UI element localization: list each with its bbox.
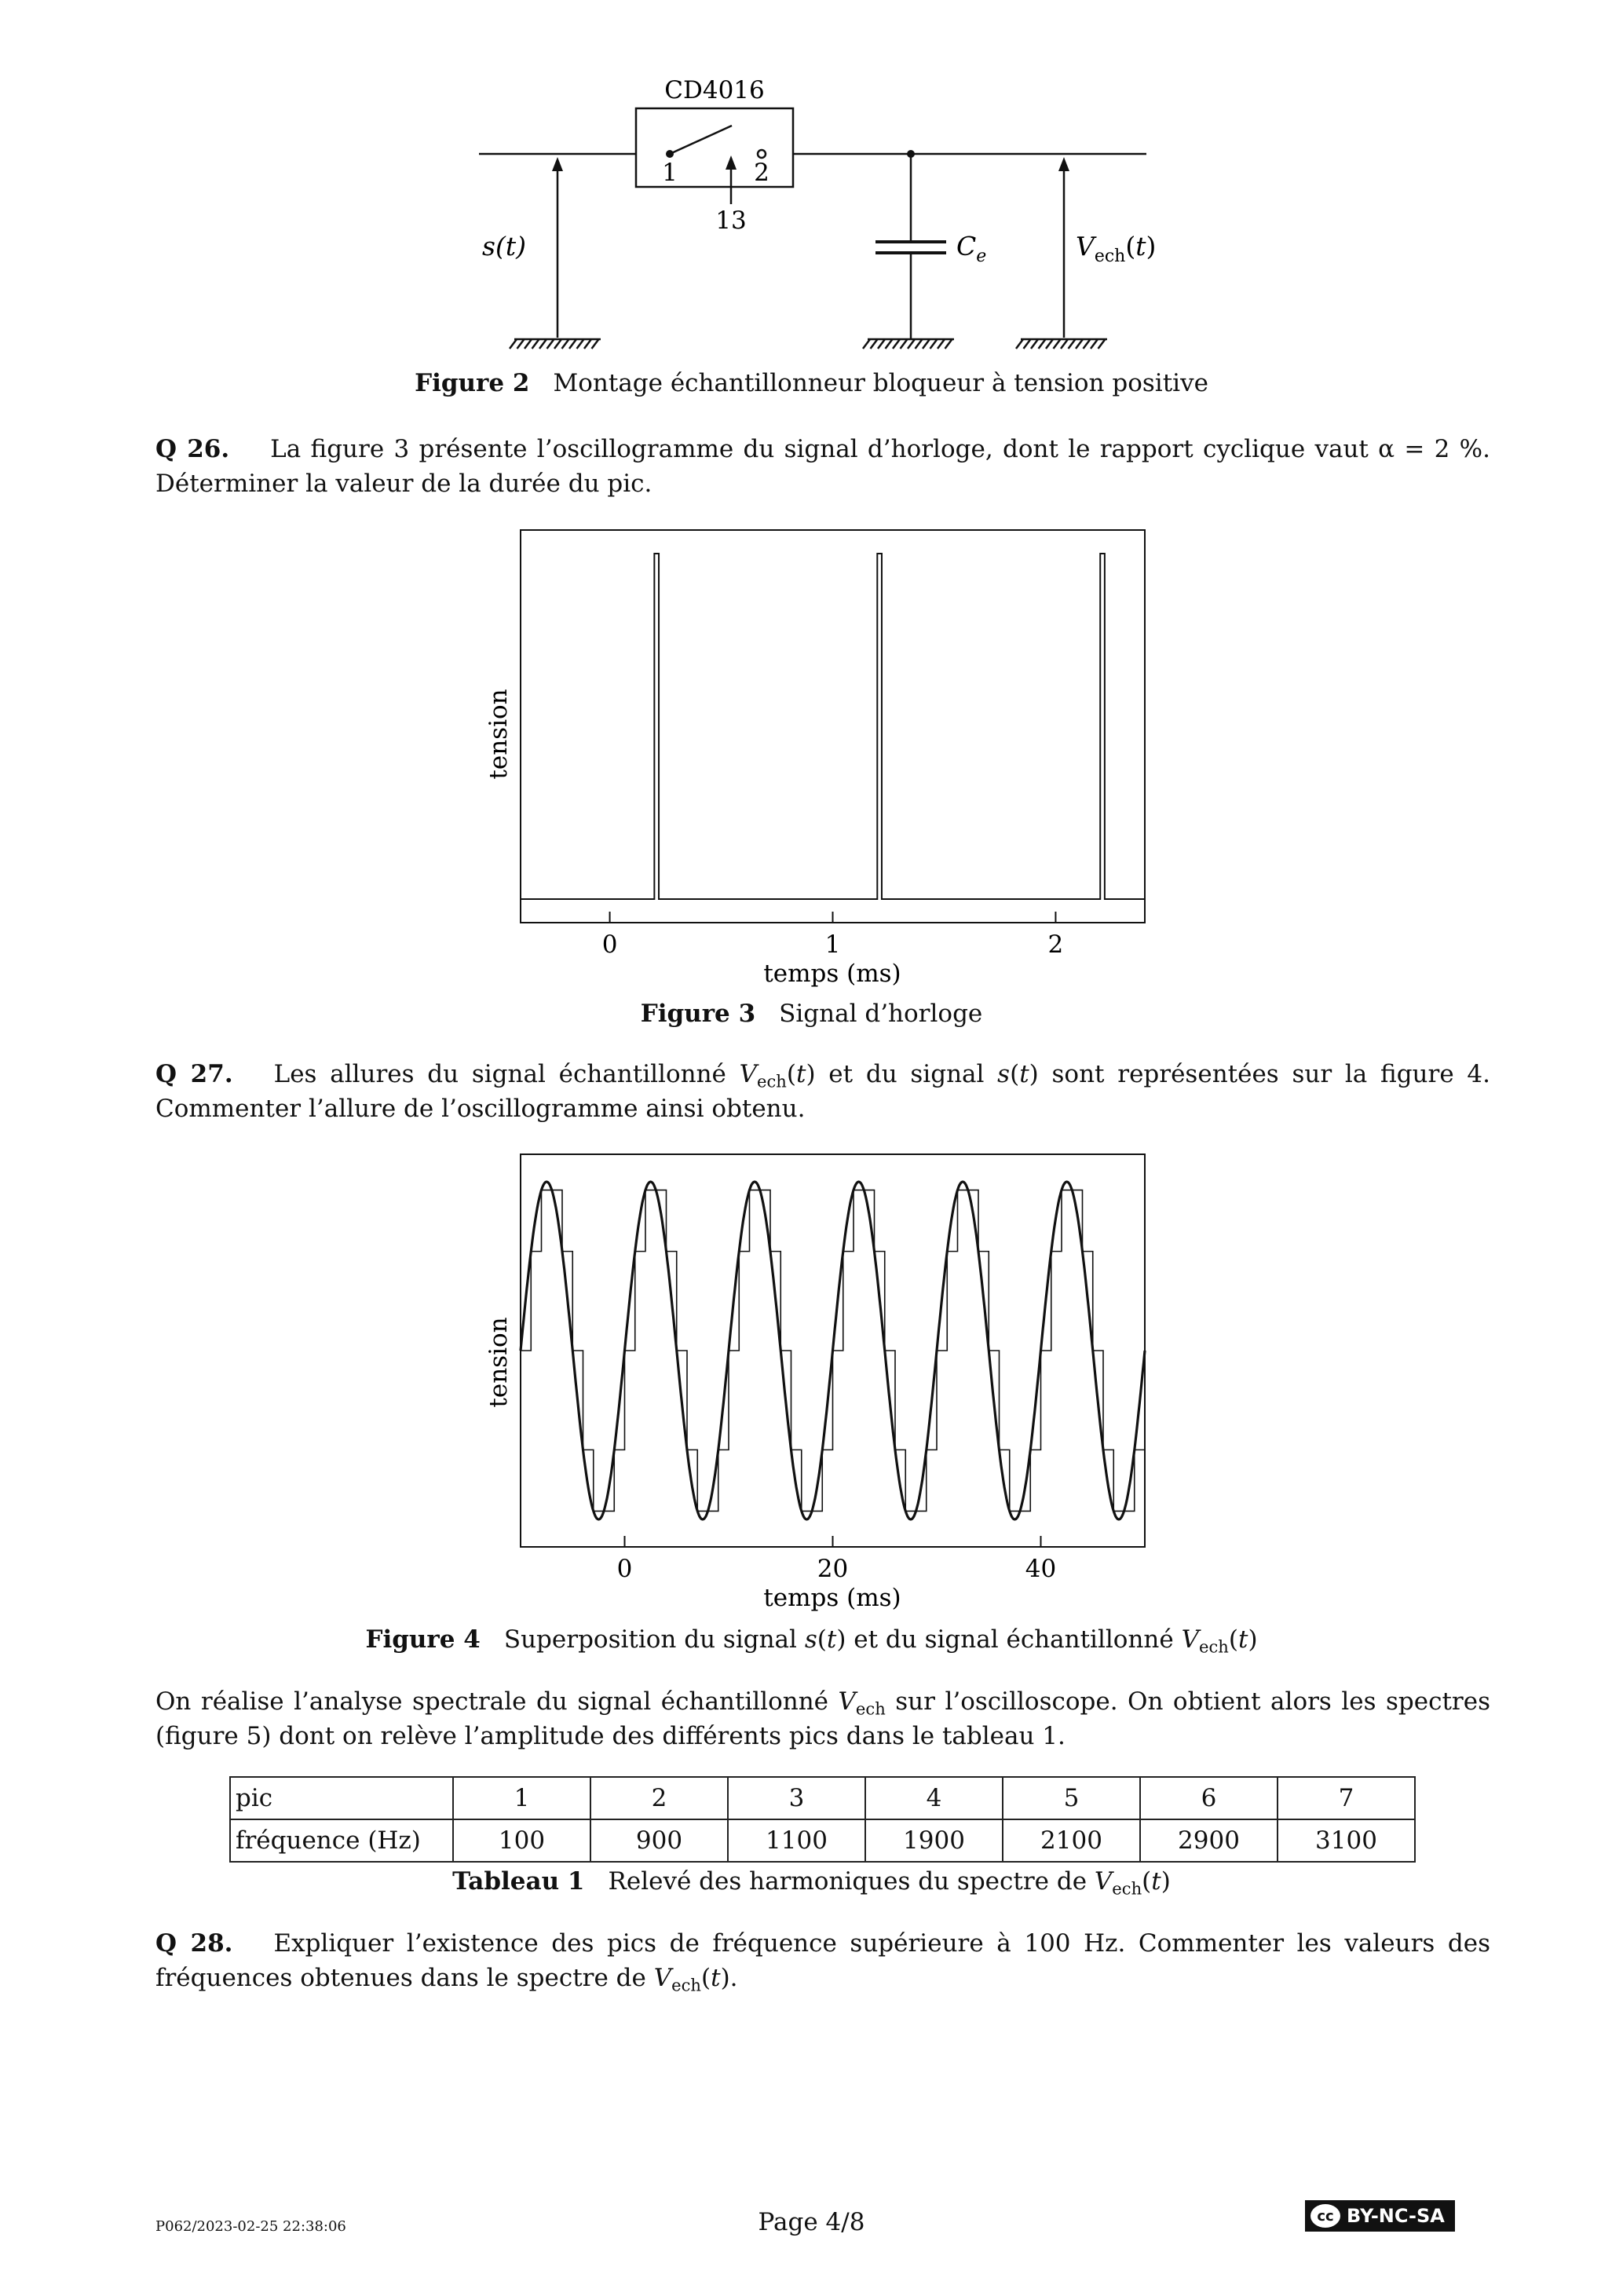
question-28: Q 28. Expliquer l’existence des pics de fréquence supérieure à 100 Hz. Commenter les valeurs des fréquences obtenues dans le spectre de $V_{ech}(t)$. <box>155 1929 1490 1995</box>
question-27: Q 27. Les allures du signal échantillonné $V_{ech}(t)$ et du signal s(t) sont représentées sur la figure 4. Commenter l’allure de l’oscillogramme ainsi obtenu. <box>155 1060 1490 1123</box>
table-cell: 3 <box>728 1777 865 1819</box>
pin-1-label: 1 <box>662 159 678 187</box>
ground-symbol <box>510 339 601 349</box>
table-cell: 900 <box>590 1819 728 1862</box>
table-cell: 6 <box>1140 1777 1278 1819</box>
fig4-ylabel: tension <box>484 1317 513 1408</box>
table-cell: 1 <box>453 1777 590 1819</box>
fig3-ylabel: tension <box>484 689 513 780</box>
table-row <box>230 1819 1415 1862</box>
x-tick-label: 2 <box>1047 930 1064 959</box>
clock-signal-line <box>521 554 1145 899</box>
x-tick-label: 40 <box>1025 1555 1057 1583</box>
s-arrow <box>552 157 563 171</box>
table-cell: 1100 <box>728 1819 865 1862</box>
x-tick-label: 20 <box>817 1555 849 1583</box>
figure2-caption: Figure 2 Montage échantillonneur bloqueur à tension positive <box>415 369 1208 397</box>
page-number: Page 4/8 <box>758 2208 865 2236</box>
table-cell: 4 <box>865 1777 1003 1819</box>
table-cell: pic <box>230 1777 453 1819</box>
table-cell: 7 <box>1278 1777 1415 1819</box>
fig4-xlabel: temps (ms) <box>763 1584 901 1612</box>
figure4-caption: Figure 4 Superposition du signal s(t) et du signal échantillonné $V_{ech}(t)$ <box>365 1625 1258 1657</box>
question-26: Q 26. La figure 3 présente l’oscillogramme du signal d’horloge, dont le rapport cyclique vaut α = 2 %. Déterminer la valeur de la durée du pic. <box>155 435 1490 498</box>
ground-symbol <box>510 339 1107 349</box>
x-tick-label: 1 <box>824 930 841 959</box>
fig3-frame <box>521 530 1145 923</box>
figure3-caption: Figure 3 Signal d’horloge <box>640 1000 983 1028</box>
table-cell: 2900 <box>1140 1819 1278 1862</box>
figure2-circuit <box>440 63 1193 408</box>
label-s: s(t) <box>482 231 526 261</box>
figure3-chart <box>471 526 1178 997</box>
chip-label: CD4016 <box>664 76 765 104</box>
table-cell: 2 <box>590 1777 728 1819</box>
table-cell: 100 <box>453 1819 590 1862</box>
pin-13-label: 13 <box>715 207 747 235</box>
switch-pin-2 <box>758 150 766 158</box>
table-cell: 1900 <box>865 1819 1003 1862</box>
label-ce: $C_e$ <box>956 231 987 266</box>
signal-vech-line <box>521 1190 1145 1512</box>
ground-symbol <box>863 339 954 349</box>
x-tick-label: 0 <box>616 1555 633 1583</box>
label-vech: $V_{ech}(t)$ <box>1076 231 1157 266</box>
analysis-paragraph: On réalise l’analyse spectrale du signal échantillonné $V_{ech}$ sur l’oscilloscope. On obtient alors les spectres (figure 5) dont on relève l’amplitude des différents pics dans le tableau 1. <box>155 1687 1490 1750</box>
ground-symbol <box>1016 339 1107 349</box>
cd4016-chip <box>636 108 793 187</box>
license-badge[interactable]: cc BY-NC-SA <box>1305 2200 1455 2232</box>
harmonics-table <box>229 1776 1416 1863</box>
figure4-chart <box>471 1150 1178 1621</box>
footer-id: P062/2023-02-25 22:38:06 <box>155 2218 346 2235</box>
table-cell: 2100 <box>1003 1819 1140 1862</box>
switch-blade <box>670 126 732 154</box>
table-cell: 3100 <box>1278 1819 1415 1862</box>
table-row <box>230 1777 1415 1819</box>
x-tick-label: 0 <box>601 930 618 959</box>
pin-2-label: 2 <box>754 159 769 187</box>
table-cell: 5 <box>1003 1777 1140 1819</box>
table-cell: fréquence (Hz) <box>230 1819 453 1862</box>
fig3-xlabel: temps (ms) <box>763 960 901 988</box>
table1-caption: Tableau 1 Relevé des harmoniques du spectre de $V_{ech}(t)$ <box>452 1867 1171 1899</box>
cc-icon: cc <box>1309 2203 1342 2229</box>
